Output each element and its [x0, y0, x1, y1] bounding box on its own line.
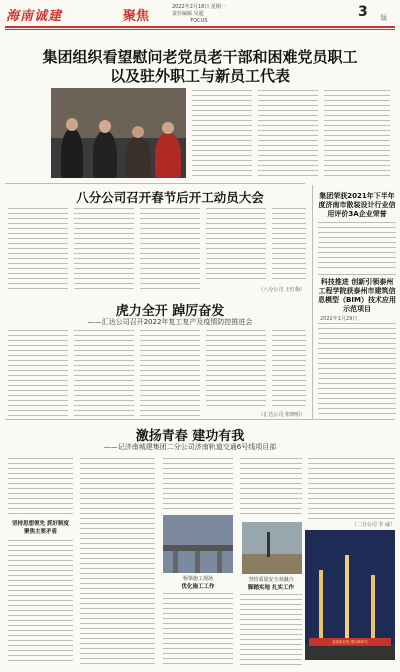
article1-text-col2	[258, 90, 318, 176]
bridge-photo-caption: 桥梁施工现场	[182, 576, 213, 582]
page-label: 版	[381, 15, 388, 22]
article2-text-col1	[8, 208, 68, 293]
divider	[318, 274, 396, 275]
article3-text-col3	[140, 330, 200, 416]
article4-text-col5	[308, 458, 395, 520]
article4-text-col1b	[8, 540, 73, 665]
sidebar-item1-title: 集团荣获2021年下半年度济南市散装设计行业信用评价3A企业荣誉	[318, 192, 396, 218]
article3-text-col5	[272, 330, 306, 410]
article3-subtitle: ——汇达公司召开2022年复工复产及疫情防控推进会	[87, 318, 253, 326]
night-photo-banner: 奋进新征程 建功新时代	[309, 638, 391, 646]
article1-text-col3	[324, 90, 390, 176]
article4-subtitle: ——记济南城建集团二分公司济南轨道交通6号线项目部	[103, 443, 277, 451]
article2-text-col4	[206, 208, 266, 283]
divider	[5, 183, 305, 184]
article4-text-col1a	[8, 458, 73, 518]
issue-meta	[172, 4, 226, 25]
newspaper-logo: 海南诚建	[6, 9, 63, 24]
article4-subheading1: 坚持思想领先 抓好制度	[12, 521, 69, 527]
article4-headline: 激扬青春 建功有我	[135, 429, 245, 444]
article3-text-col1	[8, 330, 68, 416]
bridge-photo	[163, 515, 233, 573]
issue-date: 2022年2月18日 星期一	[172, 4, 226, 10]
article4-text-col4b	[240, 594, 302, 665]
article2-text-col2	[74, 208, 134, 293]
sidebar-item2-date: 2022年1月29日	[320, 316, 358, 322]
sidebar-item1-text	[318, 222, 396, 270]
article2-headline: 八分公司召开春节后开工动员大会	[76, 190, 264, 205]
article1-headline	[20, 48, 380, 86]
article3-byline: （汇达公司 张晓明）	[258, 412, 305, 418]
article4-subheading2: 聚焦主要矛盾	[23, 529, 57, 535]
sidebar-item2-text	[318, 323, 396, 415]
article3-text-col2	[74, 330, 134, 416]
article1-photo	[51, 88, 186, 178]
article1-title-line2: 以及驻外职工与新员工代表	[109, 67, 290, 85]
masthead-rule-thin	[5, 29, 395, 30]
article4-subheading4: 脚踏实地 扎实工作	[248, 585, 294, 591]
article4-text-col4a	[240, 458, 302, 518]
article3-text-col4	[206, 330, 266, 410]
field-photo	[242, 522, 302, 574]
field-photo-caption: 坚持质量安全双融合	[248, 577, 294, 583]
focus-label: FOCUS	[190, 18, 208, 24]
article4-byline: （二分公司 李 威）	[351, 522, 395, 528]
article2-text-col3	[140, 208, 200, 293]
article4-text-col2	[80, 458, 155, 665]
article4-text-col3b	[163, 593, 233, 665]
section-title: 聚焦	[123, 9, 150, 24]
article1-text-col1	[192, 90, 252, 176]
sidebar-divider	[312, 185, 313, 420]
night-construction-photo	[305, 530, 395, 660]
page-number: 3	[358, 4, 368, 20]
article1-title-line1: 集团组织看望慰问老党员老干部和困难党员职工	[42, 48, 358, 66]
issue-editor: 责任编辑 吴超	[172, 11, 204, 17]
article2-byline: （八分公司 王红梅）	[258, 287, 305, 293]
article4-text-col3a	[163, 458, 233, 510]
article3-headline: 虎力全开 踔厉奋发	[115, 304, 225, 319]
divider	[5, 419, 395, 420]
article4-subheading3: 优化施工工作	[181, 584, 215, 590]
sidebar-item2-title: 科技推进 创新引领泰州工程学院获泰州市建筑信息模型（BIM）技术应用示范项目	[318, 278, 396, 313]
masthead-rule	[5, 26, 395, 28]
article2-text-col5	[272, 208, 306, 283]
